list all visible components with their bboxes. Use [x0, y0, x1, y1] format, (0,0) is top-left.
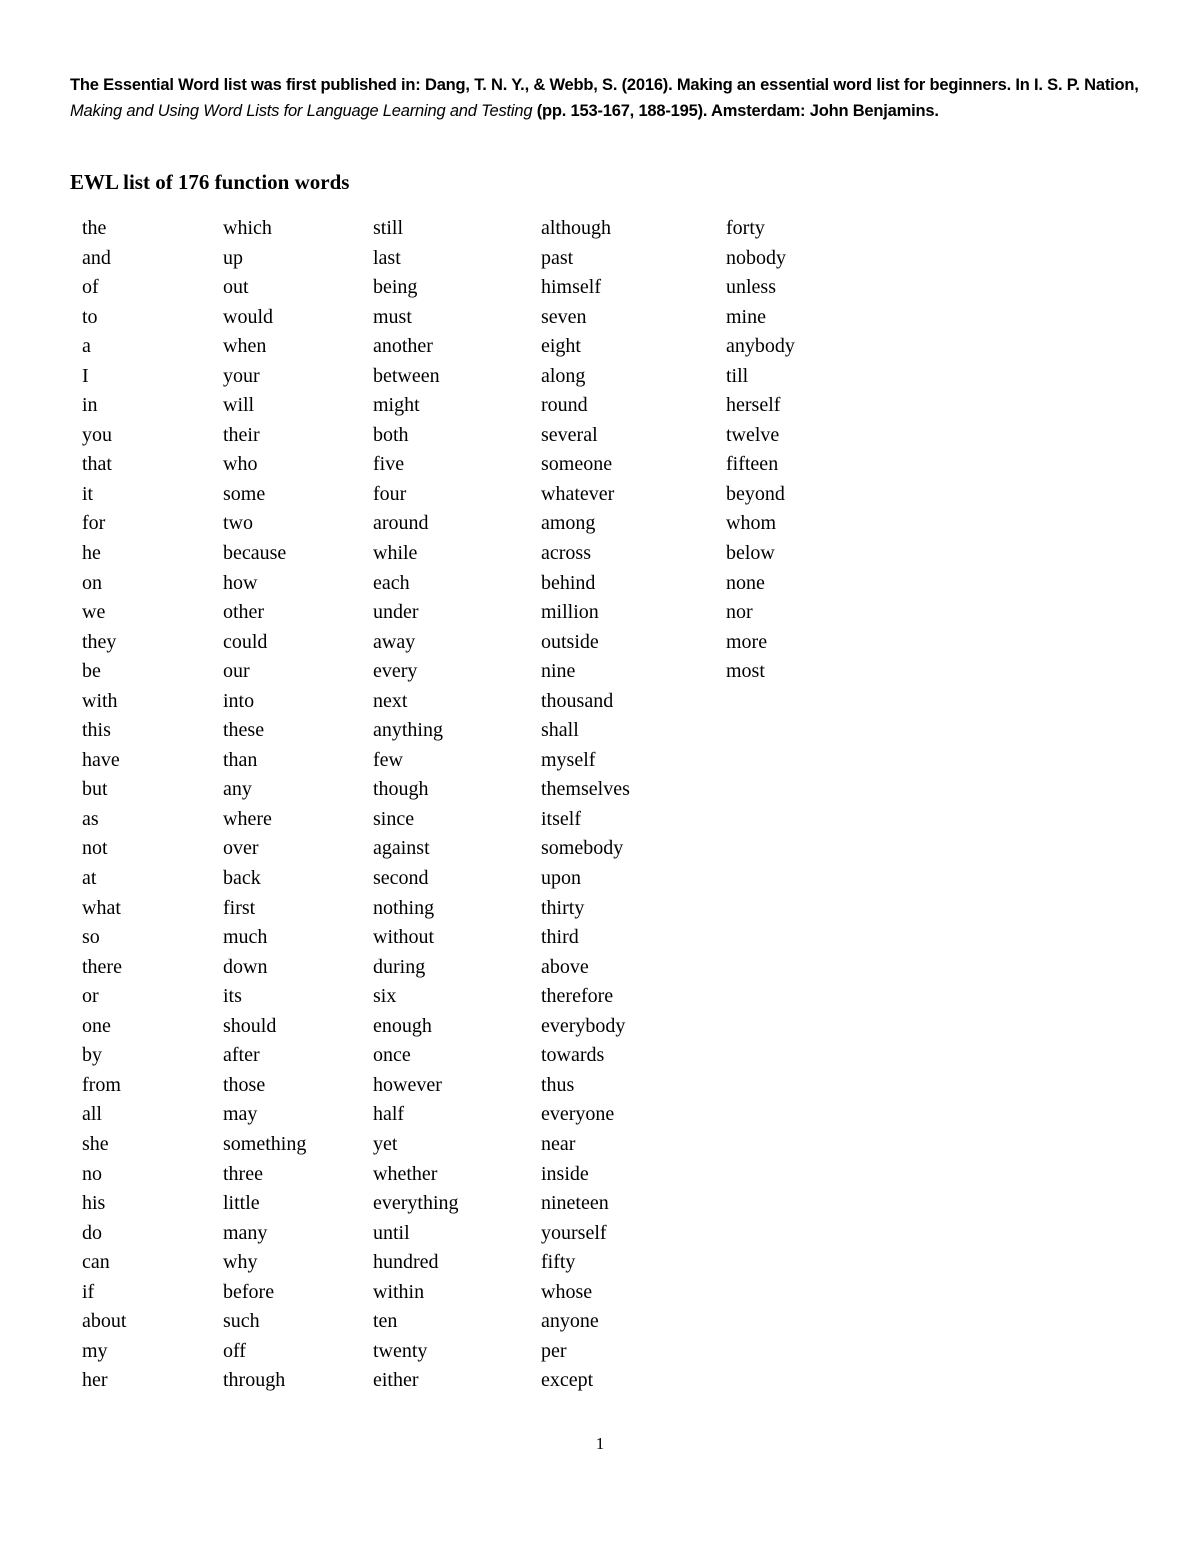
word-item: past: [541, 246, 574, 269]
word-item: they: [82, 630, 117, 653]
word-item: nor: [726, 601, 753, 624]
word-item: six: [373, 985, 397, 1008]
word-item: last: [373, 246, 401, 269]
word-item: being: [373, 276, 418, 299]
word-item: much: [223, 926, 268, 949]
word-item: many: [223, 1221, 268, 1244]
word-item: everybody: [541, 1014, 626, 1037]
word-item: in: [82, 394, 98, 417]
word-item: between: [373, 364, 440, 387]
word-item: everything: [373, 1192, 459, 1215]
word-item: my: [82, 1339, 108, 1362]
word-item: beyond: [726, 482, 785, 505]
word-item: do: [82, 1221, 102, 1244]
word-item: half: [373, 1103, 405, 1126]
word-item: yet: [373, 1132, 398, 1155]
word-item: will: [223, 394, 255, 417]
word-item: hundred: [373, 1251, 439, 1274]
word-item: unless: [726, 276, 776, 299]
word-item: third: [541, 926, 579, 949]
word-item: not: [82, 837, 108, 860]
word-item: than: [223, 748, 258, 771]
word-item: per: [541, 1339, 567, 1362]
word-item: above: [541, 955, 589, 978]
word-item: but: [82, 778, 108, 801]
word-item: few: [373, 748, 403, 771]
word-item: three: [223, 1162, 263, 1185]
word-item: myself: [541, 748, 596, 771]
word-item: eight: [541, 335, 581, 358]
word-item: till: [726, 364, 749, 387]
word-item: your: [223, 364, 260, 387]
word-item: when: [223, 335, 267, 358]
word-column-2: [223, 214, 306, 1396]
word-item: within: [373, 1280, 425, 1303]
word-item: he: [82, 542, 101, 565]
word-item: so: [82, 926, 100, 949]
word-item: the: [82, 217, 107, 239]
word-item: every: [373, 660, 418, 683]
word-item: at: [82, 867, 97, 890]
word-item: this: [82, 719, 111, 742]
word-column-3: [373, 214, 459, 1396]
word-item: with: [82, 689, 118, 712]
word-item: his: [82, 1192, 106, 1215]
word-column-4: [541, 214, 630, 1396]
word-item: round: [541, 394, 588, 417]
word-item: would: [223, 305, 273, 328]
word-item: except: [541, 1369, 594, 1392]
word-item: that: [82, 453, 112, 476]
word-item: be: [82, 660, 101, 683]
word-item: through: [223, 1369, 286, 1392]
citation-note: [70, 72, 1140, 124]
word-item: near: [541, 1132, 576, 1155]
word-item: none: [726, 571, 765, 594]
word-item: or: [82, 985, 99, 1008]
word-item: next: [373, 689, 408, 712]
word-item: fifteen: [726, 453, 779, 476]
word-item: five: [373, 453, 405, 476]
word-item: little: [223, 1192, 260, 1215]
word-item: since: [373, 807, 415, 830]
word-item: still: [373, 217, 404, 239]
word-item: of: [82, 276, 99, 299]
word-item: once: [373, 1044, 411, 1067]
word-column-5: [726, 214, 795, 687]
word-item: she: [82, 1132, 109, 1155]
word-item: several: [541, 423, 598, 446]
word-item: each: [373, 571, 410, 594]
word-item: inside: [541, 1162, 589, 1185]
word-item: million: [541, 601, 599, 624]
word-item: on: [82, 571, 102, 594]
word-item: where: [223, 807, 272, 830]
word-item: around: [373, 512, 429, 535]
word-item: and: [82, 246, 111, 269]
word-item: must: [373, 305, 412, 328]
word-item: those: [223, 1073, 266, 1096]
word-item: up: [223, 246, 243, 269]
word-item: which: [223, 217, 272, 239]
word-item: nine: [541, 660, 576, 683]
word-item: its: [223, 985, 242, 1008]
word-item: such: [223, 1310, 260, 1333]
word-item: something: [223, 1132, 307, 1155]
word-item: our: [223, 660, 250, 683]
word-item: why: [223, 1251, 258, 1274]
word-item: first: [223, 896, 256, 919]
word-item: herself: [726, 394, 781, 417]
word-item: it: [82, 482, 94, 505]
word-item: after: [223, 1044, 260, 1067]
word-item: without: [373, 926, 435, 949]
word-item: back: [223, 867, 261, 890]
list-heading: EWL list of 176 function words: [70, 170, 350, 194]
word-item: all: [82, 1103, 102, 1126]
word-item: either: [373, 1369, 419, 1392]
word-item: across: [541, 542, 591, 565]
word-item: most: [726, 660, 765, 683]
word-item: both: [373, 423, 409, 446]
word-item: though: [373, 778, 429, 801]
word-item: forty: [726, 217, 765, 239]
word-item: under: [373, 601, 419, 624]
word-item: over: [223, 837, 259, 860]
word-item: I: [82, 364, 89, 387]
word-item: might: [373, 394, 420, 417]
word-item: whatever: [541, 482, 615, 505]
word-item: her: [82, 1369, 108, 1392]
word-item: how: [223, 571, 258, 594]
word-item: among: [541, 512, 596, 535]
word-item: until: [373, 1221, 410, 1244]
word-item: we: [82, 601, 106, 624]
word-item: any: [223, 778, 252, 801]
word-item: nothing: [373, 896, 435, 919]
word-item: thousand: [541, 689, 614, 712]
word-item: thus: [541, 1073, 575, 1096]
word-item: for: [82, 512, 106, 535]
word-item: what: [82, 896, 121, 919]
word-item: anything: [373, 719, 443, 742]
word-item: may: [223, 1103, 258, 1126]
word-item: nineteen: [541, 1192, 609, 1215]
word-item: off: [223, 1339, 246, 1362]
word-item: who: [223, 453, 258, 476]
word-item: somebody: [541, 837, 624, 860]
word-item: more: [726, 630, 768, 653]
word-item: can: [82, 1251, 110, 1274]
word-item: thirty: [541, 896, 585, 919]
word-item: everyone: [541, 1103, 615, 1126]
word-item: two: [223, 512, 253, 535]
word-item: four: [373, 482, 407, 505]
word-item: however: [373, 1073, 442, 1096]
word-item: whether: [373, 1162, 438, 1185]
word-item: seven: [541, 305, 587, 328]
word-item: whose: [541, 1280, 593, 1303]
word-item: against: [373, 837, 430, 860]
citation-publisher: (pp. 153-167, 188-195). Amsterdam: John Benjamins.: [532, 102, 939, 120]
word-item: while: [373, 542, 418, 565]
word-item: anyone: [541, 1310, 599, 1333]
word-item: their: [223, 423, 260, 446]
word-item: behind: [541, 571, 596, 594]
page-number: 1: [595, 1434, 605, 1453]
word-item: other: [223, 601, 265, 624]
word-item: about: [82, 1310, 127, 1333]
word-item: someone: [541, 453, 613, 476]
word-column-1: [82, 214, 126, 1396]
word-item: upon: [541, 867, 581, 890]
word-item: have: [82, 748, 120, 771]
word-item: towards: [541, 1044, 605, 1067]
word-item: mine: [726, 305, 766, 328]
book-title: Making and Using Word Lists for Language Learning and Testing: [70, 102, 533, 120]
word-item: should: [223, 1014, 277, 1037]
word-item: fifty: [541, 1251, 576, 1274]
word-item: one: [82, 1014, 111, 1037]
word-item: another: [373, 335, 433, 358]
word-item: before: [223, 1280, 275, 1303]
word-item: whom: [726, 512, 776, 535]
word-item: nobody: [726, 246, 786, 269]
word-item: shall: [541, 719, 579, 742]
word-item: a: [82, 335, 91, 358]
word-item: from: [82, 1073, 121, 1096]
word-item: you: [82, 423, 112, 446]
word-item: out: [223, 276, 249, 299]
word-item: below: [726, 542, 775, 565]
word-item: himself: [541, 276, 601, 299]
word-item: twenty: [373, 1339, 428, 1362]
word-item: as: [82, 807, 99, 830]
word-item: therefore: [541, 985, 614, 1008]
word-item: along: [541, 364, 586, 387]
word-item: no: [82, 1162, 102, 1185]
word-item: anybody: [726, 335, 795, 358]
word-item: away: [373, 630, 416, 653]
word-item: because: [223, 542, 287, 565]
word-item: enough: [373, 1014, 432, 1037]
word-item: could: [223, 630, 268, 653]
word-item: down: [223, 955, 268, 978]
word-item: second: [373, 867, 429, 890]
word-item: some: [223, 482, 266, 505]
word-item: outside: [541, 630, 599, 653]
word-item: itself: [541, 807, 581, 830]
word-item: there: [82, 955, 122, 978]
citation-text: The Essential Word list was first published in: Dang, T. N. Y., & Webb, S. (2016). Making an essential word list for beginners. In I. S. P. Nation,: [70, 76, 1139, 94]
word-item: twelve: [726, 423, 780, 446]
word-item: yourself: [541, 1221, 607, 1244]
word-item: ten: [373, 1310, 398, 1333]
word-item: into: [223, 689, 255, 712]
word-item: by: [82, 1044, 102, 1067]
word-item: these: [223, 719, 265, 742]
word-item: themselves: [541, 778, 630, 801]
word-item: to: [82, 305, 98, 328]
word-item: although: [541, 217, 611, 239]
word-item: during: [373, 955, 426, 978]
word-item: if: [82, 1280, 95, 1303]
